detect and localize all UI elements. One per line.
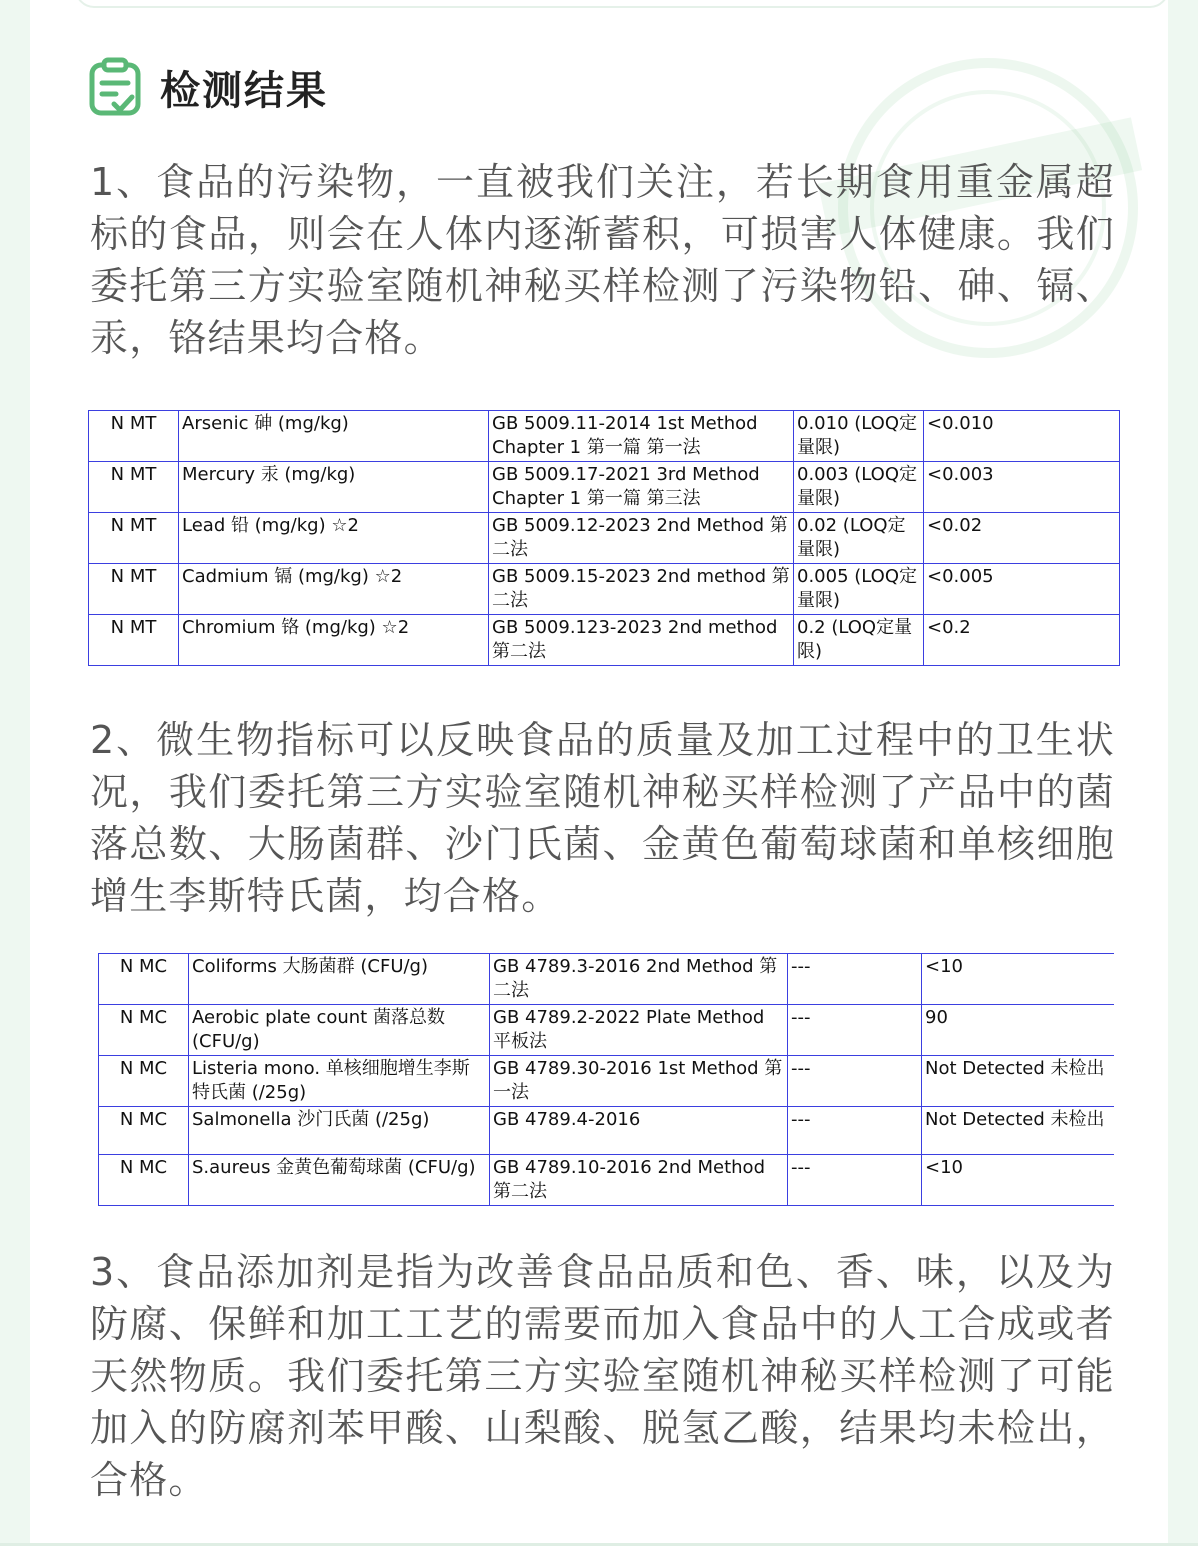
table-cell: N MC — [99, 1155, 189, 1206]
table-cell: Not Detected 未检出 — [922, 1107, 1114, 1155]
table-cell: GB 4789.30-2016 1st Method 第一法 — [490, 1056, 788, 1107]
paragraph-contaminants: 1、食品的污染物，一直被我们关注，若长期食用重金属超标的食品，则会在人体内逐渐蓄积，可损害人体健康。我们委托第三方实验室随机神秘买样检测了污染物铅、砷、镉、汞，铬结果均合格。 — [90, 160, 1115, 360]
table-cell: GB 5009.15-2023 2nd method 第二法 — [489, 564, 794, 615]
table-cell: N MT — [89, 462, 179, 513]
table-cell: Listeria mono. 单核细胞增生李斯特氏菌 (/25g) — [189, 1056, 490, 1107]
table-cell: N MC — [99, 954, 189, 1005]
table-cell: 90 — [922, 1005, 1114, 1056]
table-cell: GB 4789.10-2016 2nd Method 第二法 — [490, 1155, 788, 1206]
section-header — [88, 56, 328, 118]
table-row — [89, 564, 1120, 615]
table-cell: N MT — [89, 615, 179, 666]
table-row — [99, 1155, 1114, 1206]
top-card-edge — [75, 0, 1169, 8]
table-cell: Cadmium 镉 (mg/kg) ☆2 — [179, 564, 489, 615]
table-cell: Mercury 汞 (mg/kg) — [179, 462, 489, 513]
table-cell: GB 5009.11-2014 1st Method Chapter 1 第一篇 第一法 — [489, 411, 794, 462]
table-row — [99, 1005, 1114, 1056]
table-cell: Chromium 铬 (mg/kg) ☆2 — [179, 615, 489, 666]
table-row — [89, 462, 1120, 513]
table-cell: Lead 铅 (mg/kg) ☆2 — [179, 513, 489, 564]
table-cell: 0.005 (LOQ定量限) — [794, 564, 924, 615]
table-cell: <0.02 — [924, 513, 1120, 564]
table-cell: --- — [788, 1107, 922, 1155]
table-cell: --- — [788, 1005, 922, 1056]
table-cell: <0.005 — [924, 564, 1120, 615]
table-cell: N MC — [99, 1005, 189, 1056]
table-cell: GB 5009.12-2023 2nd Method 第二法 — [489, 513, 794, 564]
table-cell: 0.003 (LOQ定量限) — [794, 462, 924, 513]
table-cell: S.aureus 金黄色葡萄球菌 (CFU/g) — [189, 1155, 490, 1206]
table-cell: N MC — [99, 1056, 189, 1107]
table-cell: N MT — [89, 564, 179, 615]
table-cell: <10 — [922, 954, 1114, 1005]
table-cell: 0.2 (LOQ定量限) — [794, 615, 924, 666]
table-cell: --- — [788, 954, 922, 1005]
table-row — [99, 1107, 1114, 1155]
table-cell: N MC — [99, 1107, 189, 1155]
paragraph-additives: 3、食品添加剂是指为改善食品品质和色、香、味，以及为防腐、保鲜和加工工艺的需要而加入食品中的人工合成或者天然物质。我们委托第三方实验室随机神秘买样检测了可能加入的防腐剂苯甲酸、山梨酸、脱氢乙酸，结果均未检出，合格。 — [90, 1250, 1115, 1502]
microbes-table — [98, 953, 1114, 1206]
table-cell: GB 4789.2-2022 Plate Method 平板法 — [490, 1005, 788, 1056]
table-cell: N MT — [89, 513, 179, 564]
table-cell: <10 — [922, 1155, 1114, 1206]
table-row — [89, 615, 1120, 666]
table-row — [89, 411, 1120, 462]
table-cell: Aerobic plate count 菌落总数 (CFU/g) — [189, 1005, 490, 1056]
table-cell: GB 5009.123-2023 2nd method 第二法 — [489, 615, 794, 666]
table-row — [89, 513, 1120, 564]
table-cell: --- — [788, 1056, 922, 1107]
table-cell: <0.003 — [924, 462, 1120, 513]
table-cell: GB 4789.4-2016 — [490, 1107, 788, 1155]
section-title: 检测结果 — [160, 67, 328, 114]
clipboard-check-icon — [88, 57, 144, 117]
table-cell: GB 5009.17-2021 3rd Method Chapter 1 第一篇 第三法 — [489, 462, 794, 513]
table-row — [99, 1056, 1114, 1107]
table-cell: GB 4789.3-2016 2nd Method 第二法 — [490, 954, 788, 1005]
table-cell: 0.02 (LOQ定量限) — [794, 513, 924, 564]
table-cell: Coliforms 大肠菌群 (CFU/g) — [189, 954, 490, 1005]
table-cell: <0.010 — [924, 411, 1120, 462]
table-cell: Salmonella 沙门氏菌 (/25g) — [189, 1107, 490, 1155]
table-cell: N MT — [89, 411, 179, 462]
table-row — [99, 954, 1114, 1005]
table-cell: <0.2 — [924, 615, 1120, 666]
paragraph-microbes: 2、微生物指标可以反映食品的质量及加工过程中的卫生状况，我们委托第三方实验室随机神秘买样检测了产品中的菌落总数、大肠菌群、沙门氏菌、金黄色葡萄球菌和单核细胞增生李斯特氏菌，均合格。 — [90, 718, 1115, 918]
table-cell: 0.010 (LOQ定量限) — [794, 411, 924, 462]
table-cell: Arsenic 砷 (mg/kg) — [179, 411, 489, 462]
table-cell: Not Detected 未检出 — [922, 1056, 1114, 1107]
table-cell: --- — [788, 1155, 922, 1206]
contaminants-table — [88, 410, 1120, 666]
